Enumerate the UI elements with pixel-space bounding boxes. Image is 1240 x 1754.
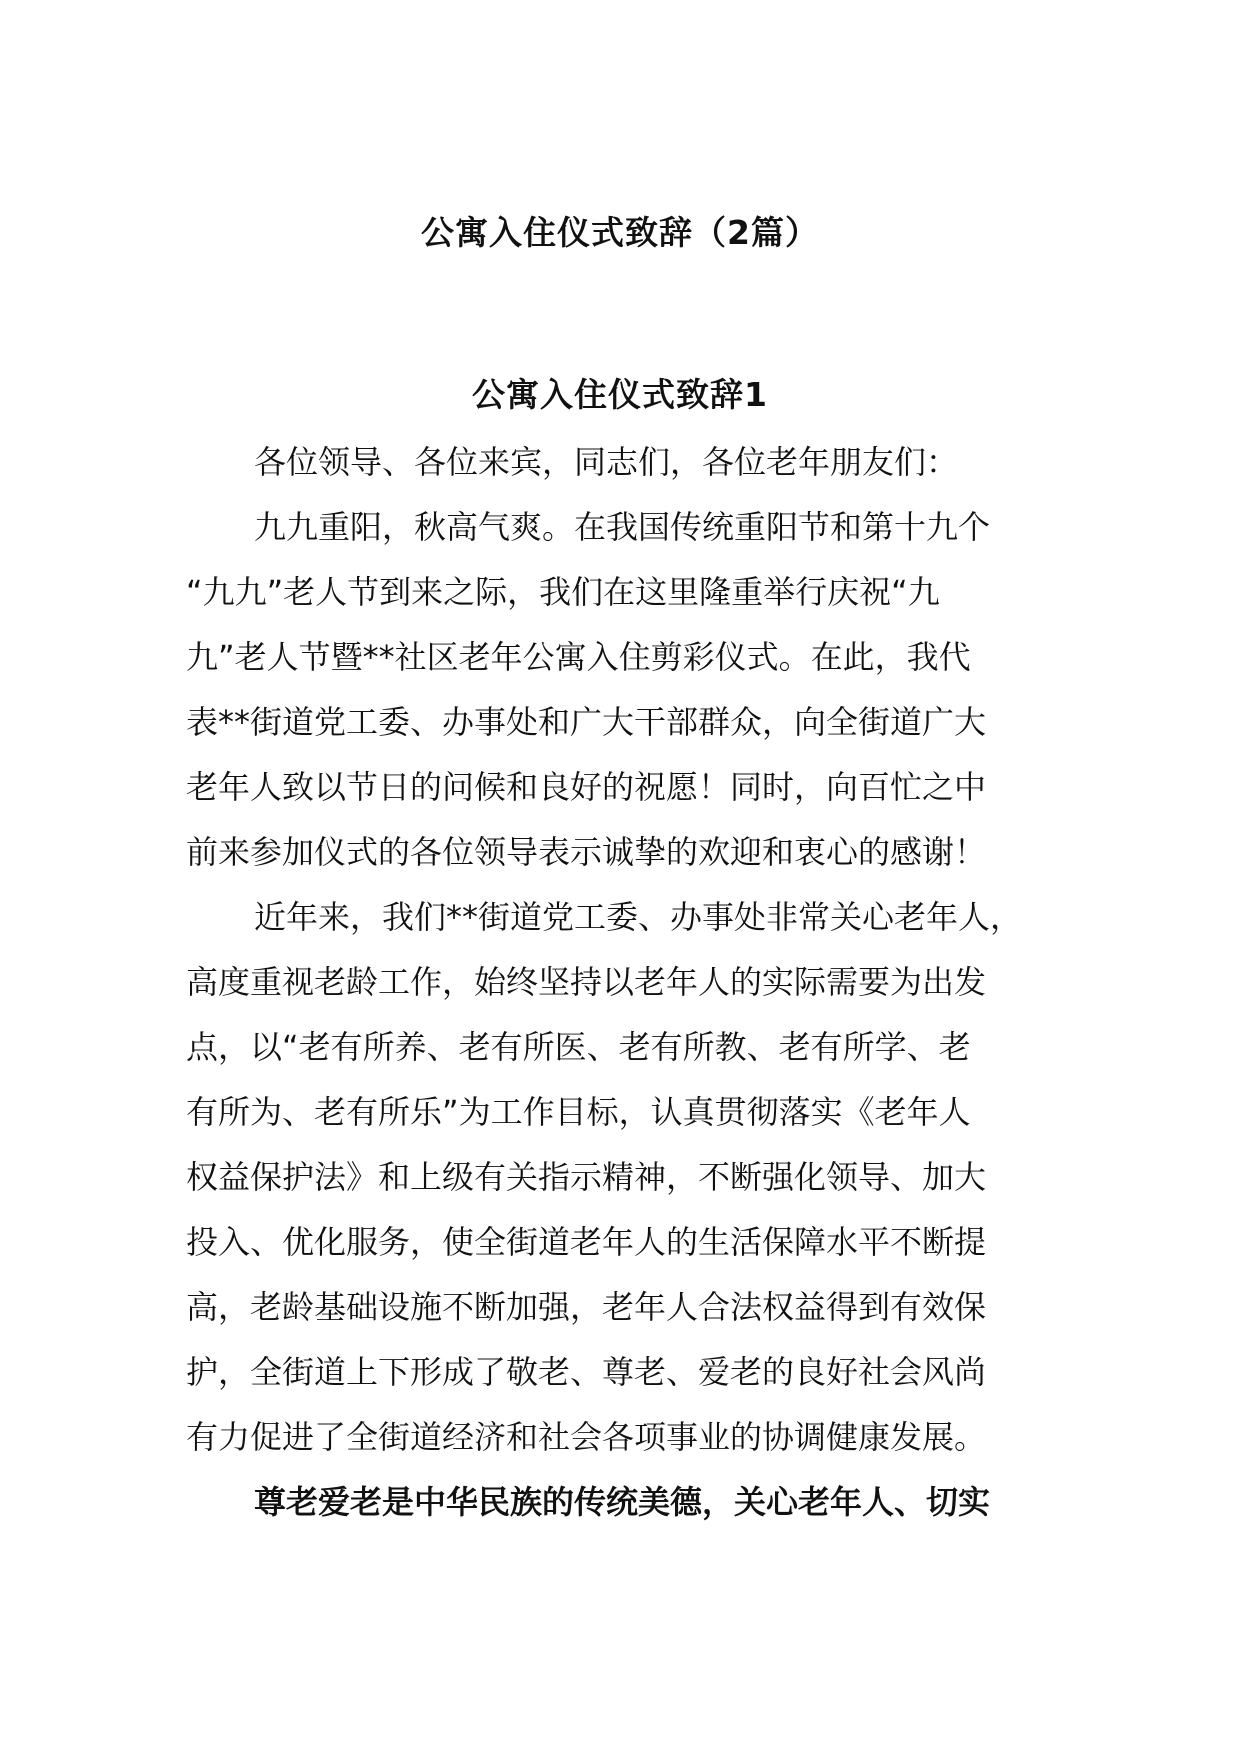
paragraph-line: 有所为、老有所乐”为工作目标，认真贯彻落实《老年人 [186,1093,971,1131]
document-title: 公寓入住仪式致辞（2篇） [421,213,819,252]
paragraph-line: “九九”老人节到来之际，我们在这里隆重举行庆祝“九 [186,573,940,611]
paragraph-line: 高度重视老龄工作，始终坚持以老年人的实际需要为出发 [186,963,987,1001]
paragraph-line: 投入、优化服务，使全街道老年人的生活保障水平不断提 [186,1223,987,1261]
salutation-line: 各位领导、各位来宾，同志们，各位老年朋友们： [254,443,959,481]
paragraph-line: 老年人致以节日的问候和良好的祝愿！同时，向百忙之中 [186,768,987,806]
paragraph-line: 护，全街道上下形成了敬老、尊老、爱老的良好社会风尚 [186,1353,987,1391]
paragraph-line: 表**街道党工委、办事处和广大干部群众，向全街道广大 [186,703,987,741]
paragraph-line: 九”老人节暨**社区老年公寓入住剪彩仪式。在此，我代 [186,638,971,676]
paragraph-line: 近年来，我们**街道党工委、办事处非常关心老年人， [254,898,1023,936]
paragraph-line: 权益保护法》和上级有关指示精神，不断强化领导、加大 [186,1158,987,1196]
paragraph-line: 有力促进了全街道经济和社会各项事业的协调健康发展。 [186,1418,987,1456]
bold-paragraph-line: 尊老爱老是中华民族的传统美德，关心老年人、切实 [254,1483,991,1521]
paragraph-line: 高，老龄基础设施不断加强，老年人合法权益得到有效保 [186,1288,987,1326]
paragraph-line: 九九重阳，秋高气爽。在我国传统重阳节和第十九个 [254,508,991,546]
paragraph-line: 前来参加仪式的各位领导表示诚挚的欢迎和衷心的感谢！ [186,833,987,871]
section-title: 公寓入住仪式致辞1 [472,375,768,414]
paragraph-line: 点，以“老有所养、老有所医、老有所教、老有所学、老 [186,1028,971,1066]
body-text [186,430,1056,1535]
